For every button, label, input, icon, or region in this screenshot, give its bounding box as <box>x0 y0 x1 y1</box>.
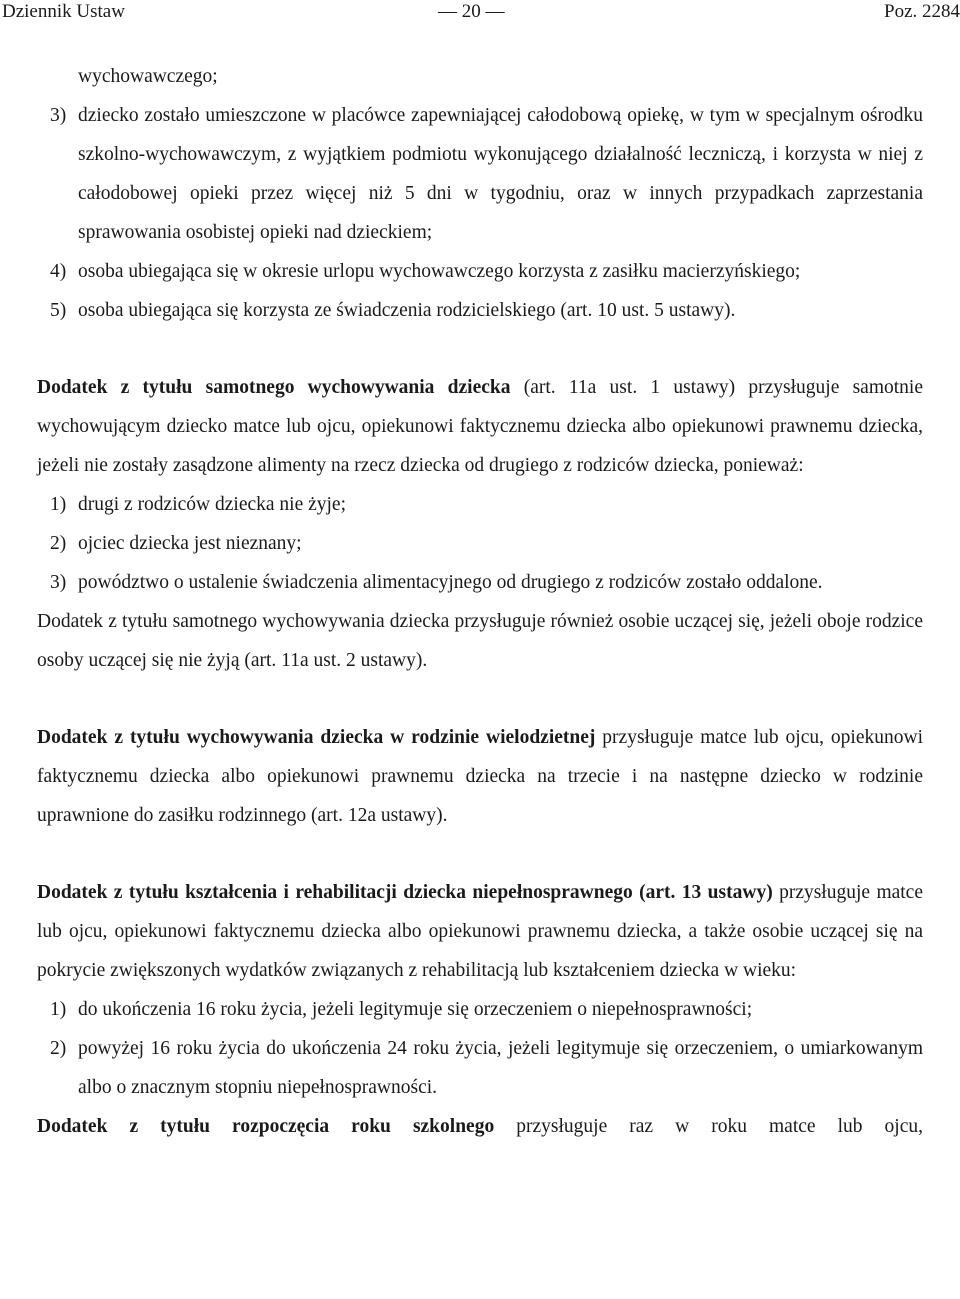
section-single-parent <box>37 368 923 485</box>
section-text: przysługuje matce lub ojcu, opiekunowi faktycznemu dziecka albo opiekunowi prawnemu dziecka na trzecie i na następne dziecko w rodzinie uprawnione do zasiłku rodzinnego (art. 12a ustawy). <box>37 727 923 826</box>
section-heading: Dodatek z tytułu samotnego wychowywania dziecka <box>37 377 511 398</box>
list-item <box>37 990 923 1029</box>
list-item-text: powództwo o ustalenie świadczenia alimentacyjnego od drugiego z rodziców zostało oddalone. <box>78 572 823 593</box>
intro-list <box>37 96 923 330</box>
section-disabled-child <box>37 873 923 990</box>
list-item-text: ojciec dziecka jest nieznany; <box>78 533 302 554</box>
list-number: 4) <box>50 261 67 282</box>
section-large-family <box>37 718 923 835</box>
list-number: 2) <box>50 533 67 554</box>
page-header <box>0 0 960 24</box>
list-item <box>37 563 923 602</box>
section-heading: Dodatek z tytułu kształcenia i rehabilitacji dziecka niepełnosprawnego (art. 13 ustawy) <box>37 882 773 903</box>
list-number: 5) <box>50 300 67 321</box>
section-text: przysługuje raz w roku matce lub ojcu, <box>494 1116 923 1137</box>
list-item-text: dziecko zostało umieszczone w placówce zapewniającej całodobową opiekę, w tym w specjalnym ośrodku szkolno-wychowawczym, z wyjątkiem podmiotu wykonującego działalność leczniczą, i korzysta w niej z całodobowej opieki przez więcej niż 5 dni w tygodniu, oraz w innych przypadkach zaprzestania sprawowania osobistej opieki nad dzieckiem; <box>78 105 923 243</box>
single-parent-list <box>37 485 923 602</box>
list-number: 2) <box>50 1038 67 1059</box>
document-body <box>37 57 923 1146</box>
journal-title: Dziennik Ustaw <box>2 1 125 22</box>
list-item-text: drugi z rodziców dziecka nie żyje; <box>78 494 347 515</box>
section-heading: Dodatek z tytułu rozpoczęcia roku szkolnego <box>37 1116 495 1137</box>
section-heading: Dodatek z tytułu wychowywania dziecka w rodzinie wielodzietnej <box>37 727 596 748</box>
list-item <box>37 485 923 524</box>
list-item-text: do ukończenia 16 roku życia, jeżeli legitymuje się orzeczeniem o niepełnosprawności; <box>78 999 753 1020</box>
page-number: — 20 — <box>438 1 505 22</box>
list-number: 1) <box>50 494 67 515</box>
section-school-year <box>37 1107 923 1146</box>
list-item-text: osoba ubiegająca się w okresie urlopu wychowawczego korzysta z zasiłku macierzyńskiego; <box>78 261 801 282</box>
list-item <box>37 1029 923 1107</box>
section-text: (art. 11a ust. 1 ustawy) przysługuje samotnie wychowującym dziecko matce lub ojcu, opiekunowi faktycznemu dziecka albo opiekunowi prawnemu dziecka, jeżeli nie zostały zasądzone alimenty na rzecz dziecka od drugiego z rodziców dziecka, ponieważ: <box>37 377 923 476</box>
list-number: 1) <box>50 999 67 1020</box>
list-item <box>37 291 923 330</box>
continuation-line: wychowawczego; <box>78 66 218 87</box>
list-item <box>37 524 923 563</box>
disabled-child-list <box>37 990 923 1107</box>
section-closing-paragraph: Dodatek z tytułu samotnego wychowywania dziecka przysługuje również osobie uczącej się, jeżeli oboje rodzice osoby uczącej się nie żyją (art. 11a ust. 2 ustawy). <box>37 611 923 671</box>
list-number: 3) <box>50 572 67 593</box>
list-item <box>37 252 923 291</box>
position-number: Poz. 2284 <box>884 1 960 22</box>
list-item-text: powyżej 16 roku życia do ukończenia 24 roku życia, jeżeli legitymuje się orzeczeniem, o umiarkowanym albo o znacznym stopniu niepełnosprawności. <box>78 1038 923 1098</box>
section-text: przysługuje matce lub ojcu, opiekunowi faktycznemu dziecka albo opiekunowi prawnemu dziecka, a także osobie uczącej się na pokrycie zwiększonych wydatków związanych z rehabilitacją lub kształceniem dziecka w wieku: <box>37 882 923 981</box>
list-item <box>37 96 923 252</box>
list-item-text: osoba ubiegająca się korzysta ze świadczenia rodzicielskiego (art. 10 ust. 5 ustawy). <box>78 300 736 321</box>
list-number: 3) <box>50 105 67 126</box>
